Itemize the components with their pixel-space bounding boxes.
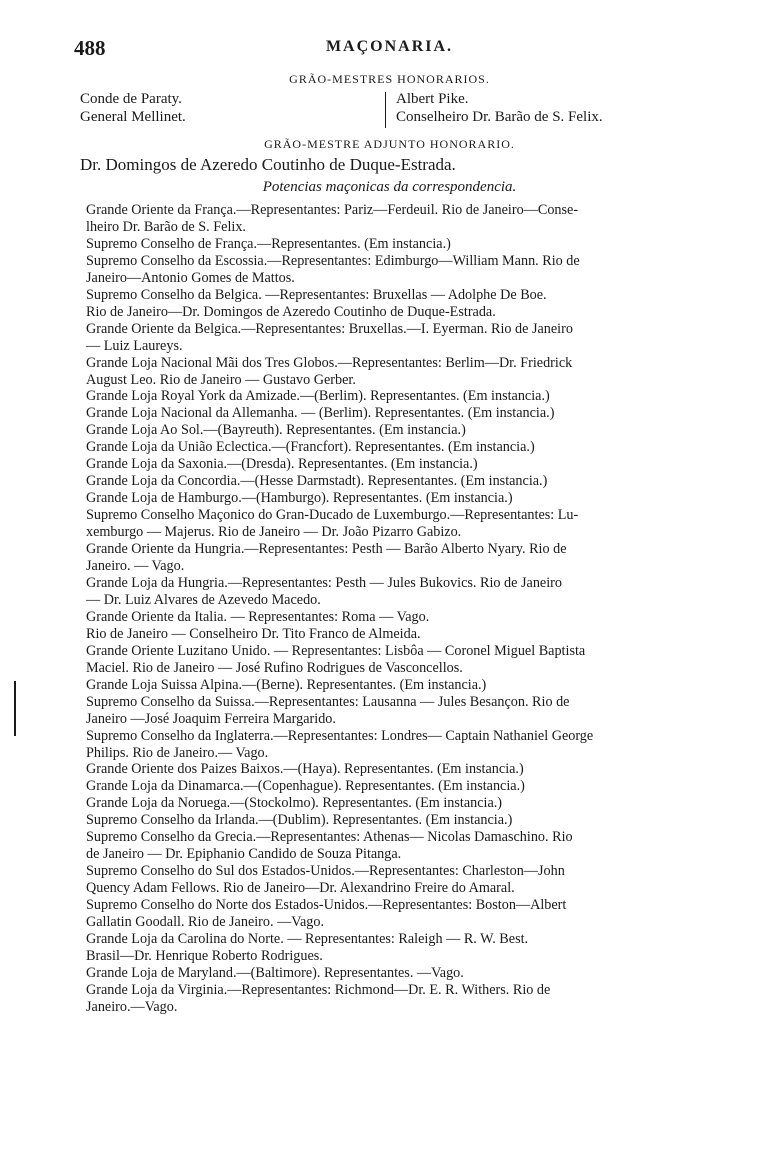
- entry-line: lheiro Dr. Barão de S. Felix.: [86, 218, 246, 235]
- correspondence-entry: [86, 202, 714, 236]
- correspondence-entry: [86, 609, 714, 643]
- correspondence-entry: [86, 694, 714, 728]
- correspondence-entry: [86, 456, 714, 473]
- entry-line: Grande Loja da Hungria.—Representantes: Pesth — Jules Bukovics. Rio de Janeiro: [86, 574, 562, 591]
- correspondence-entry: [86, 677, 714, 694]
- entry-line: Brasil—Dr. Henrique Roberto Rodrigues.: [86, 947, 323, 964]
- entry-line: Supremo Conselho da Irlanda.—(Dublim). Representantes. (Em instancia.): [86, 812, 513, 829]
- entry-line: Grande Loja Suissa Alpina.—(Berne). Representantes. (Em instancia.): [86, 676, 487, 693]
- page-number: 488: [74, 36, 106, 60]
- entry-line: Supremo Conselho da Grecia.—Representantes: Athenas— Nicolas Damaschino. Rio: [86, 829, 573, 846]
- entry-line: Grande Loja de Hamburgo.—(Hamburgo). Representantes. (Em instancia.): [86, 490, 513, 507]
- grand-masters-right-column: [396, 90, 696, 126]
- entry-line: Supremo Conselho da Belgica. —Representantes: Bruxellas — Adolphe De Boe.: [86, 286, 547, 303]
- running-title: MAÇONARIA.: [325, 38, 454, 55]
- entry-line: Grande Loja da Concordia.—(Hesse Darmstadt). Representantes. (Em instancia.): [86, 473, 548, 490]
- correspondence-entry: [86, 355, 714, 389]
- correspondence-entry: [86, 422, 714, 439]
- correspondence-entry: [86, 778, 714, 795]
- entry-line: Grande Oriente da Hungria.—Representantes: Pesth — Barão Alberto Nyary. Rio de: [86, 541, 567, 558]
- correspondence-entry: [86, 643, 714, 677]
- entry-line: Gallatin Goodall. Rio de Janeiro. —Vago.: [86, 914, 324, 931]
- entry-line: Philips. Rio de Janeiro.— Vago.: [86, 744, 269, 761]
- correspondence-entry: [86, 575, 714, 609]
- honorary-grand-masters-list: [80, 90, 700, 130]
- entry-line: de Janeiro — Dr. Epiphanio Candido de Souza Pitanga.: [86, 846, 402, 863]
- column-divider: [385, 92, 386, 128]
- entry-line: Supremo Conselho da Inglaterra.—Representantes: Londres— Captain Nathaniel George: [86, 727, 594, 744]
- correspondence-entry: [86, 829, 714, 863]
- entry-line: Supremo Conselho Maçonico do Gran-Ducado de Luxemburgo.—Representantes: Lu-: [86, 507, 579, 524]
- grand-master-name: Conselheiro Dr. Barão de S. Felix.: [396, 109, 603, 125]
- entry-line: August Leo. Rio de Janeiro — Gustavo Gerber.: [86, 371, 356, 388]
- correspondence-entry: [86, 507, 714, 541]
- entry-line: Grande Loja da Carolina do Norte. — Representantes: Raleigh — R. W. Best.: [86, 930, 529, 947]
- correspondence-entry: [86, 253, 714, 287]
- entry-line: Rio de Janeiro — Conselheiro Dr. Tito Franco de Almeida.: [86, 625, 421, 642]
- correspondence-entry: [86, 473, 714, 490]
- entry-line: Grande Loja Nacional Mãi dos Tres Globos.—Representantes: Berlim—Dr. Friedrick: [86, 354, 573, 371]
- grand-master-name: Conde de Paraty.: [80, 91, 182, 107]
- correspondence-entry: [86, 321, 714, 355]
- entry-line: Grande Oriente da Italia. — Representantes: Roma — Vago.: [86, 608, 430, 625]
- correspondence-entry: [86, 236, 714, 253]
- correspondence-entry: [86, 728, 714, 762]
- correspondence-entry: [86, 795, 714, 812]
- correspondence-entry: [86, 439, 714, 456]
- entry-line: — Luiz Laureys.: [86, 337, 183, 354]
- correspondence-entry: [86, 287, 714, 321]
- entry-line: Supremo Conselho da Escossia.—Representantes: Edimburgo—William Mann. Rio de: [86, 252, 580, 269]
- margin-mark: [14, 681, 16, 736]
- entry-line: xemburgo — Majerus. Rio de Janeiro — Dr. João Pizarro Gabizo.: [86, 524, 462, 541]
- entry-line: Grande Loja da Virginia.—Representantes: Richmond—Dr. E. R. Withers. Rio de: [86, 981, 551, 998]
- grand-master-name: Albert Pike.: [396, 91, 469, 107]
- correspondence-entry: [86, 863, 714, 897]
- entry-line: Grande Oriente dos Paizes Baixos.—(Haya). Representantes. (Em instancia.): [86, 761, 524, 778]
- page-header: [0, 30, 779, 60]
- entry-line: Grande Loja Ao Sol.—(Bayreuth). Representantes. (Em instancia.): [86, 422, 466, 439]
- entry-line: Supremo Conselho do Sul dos Estados-Unidos.—Representantes: Charleston—John: [86, 863, 565, 880]
- entry-line: Grande Oriente da Belgica.—Representantes: Bruxellas.—I. Eyerman. Rio de Janeiro: [86, 320, 573, 337]
- correspondence-entry: [86, 897, 714, 931]
- entry-line: Rio de Janeiro—Dr. Domingos de Azeredo Coutinho de Duque-Estrada.: [86, 303, 496, 320]
- correspondence-entry: [86, 965, 714, 982]
- honorary-grand-masters-heading: GRÃO-MESTRES HONORARIOS.: [289, 72, 490, 86]
- correspondence-entry: [86, 490, 714, 507]
- correspondence-entries: [86, 202, 714, 1016]
- entry-line: Quency Adam Fellows. Rio de Janeiro—Dr. Alexandrino Freire do Amaral.: [86, 880, 515, 897]
- entry-line: Grande Oriente da França.—Representantes: Pariz—Ferdeuil. Rio de Janeiro—Conse-: [86, 202, 579, 218]
- entry-line: Grande Loja da Saxonia.—(Dresda). Representantes. (Em instancia.): [86, 456, 478, 473]
- entry-line: Supremo Conselho do Norte dos Estados-Unidos.—Representantes: Boston—Albert: [86, 897, 567, 914]
- entry-line: Janeiro —José Joaquim Ferreira Margarido.: [86, 710, 336, 727]
- grand-masters-left-column: [80, 90, 380, 126]
- correspondence-entry: [86, 982, 714, 1016]
- entry-line: Janeiro—Antonio Gomes de Mattos.: [86, 269, 295, 286]
- honorary-adjunct-heading: GRÃO-MESTRE ADJUNTO HONORARIO.: [264, 137, 515, 151]
- correspondence-entry: [86, 405, 714, 422]
- entry-line: Grande Loja Royal York da Amizade.—(Berlim). Representantes. (Em instancia.): [86, 388, 550, 405]
- correspondence-section-title: Potencias maçonicas da correspondencia.: [262, 179, 517, 195]
- entry-line: Janeiro.—Vago.: [86, 998, 178, 1015]
- entry-line: Supremo Conselho da Suissa.—Representantes: Lausanna — Jules Besançon. Rio de: [86, 693, 570, 710]
- grand-master-name: General Mellinet.: [80, 109, 186, 125]
- entry-line: Grande Loja da Noruega.—(Stockolmo). Representantes. (Em instancia.): [86, 795, 503, 812]
- entry-line: Grande Loja da União Eclectica.—(Francfort). Representantes. (Em instancia.): [86, 439, 535, 456]
- entry-line: Grande Loja da Dinamarca.—(Copenhague). Representantes. (Em instancia.): [86, 778, 525, 795]
- entry-line: Janeiro. — Vago.: [86, 558, 185, 575]
- entry-line: — Dr. Luiz Alvares de Azevedo Macedo.: [86, 591, 321, 608]
- entry-line: Supremo Conselho de França.—Representantes. (Em instancia.): [86, 235, 451, 252]
- correspondence-entry: [86, 541, 714, 575]
- entry-line: Grande Loja de Maryland.—(Baltimore). Representantes. —Vago.: [86, 964, 464, 981]
- correspondence-entry: [86, 388, 714, 405]
- entry-line: Maciel. Rio de Janeiro — José Rufino Rodrigues de Vasconcellos.: [86, 659, 463, 676]
- correspondence-entry: [86, 931, 714, 965]
- entry-line: Grande Oriente Luzitano Unido. — Representantes: Lisbôa — Coronel Miguel Baptista: [86, 642, 586, 659]
- correspondence-entry: [86, 761, 714, 778]
- entry-line: Grande Loja Nacional da Allemanha. — (Berlim). Representantes. (Em instancia.): [86, 405, 555, 422]
- honorary-adjunct-name: Dr. Domingos de Azeredo Coutinho de Duque-Estrada.: [80, 155, 456, 174]
- correspondence-entry: [86, 812, 714, 829]
